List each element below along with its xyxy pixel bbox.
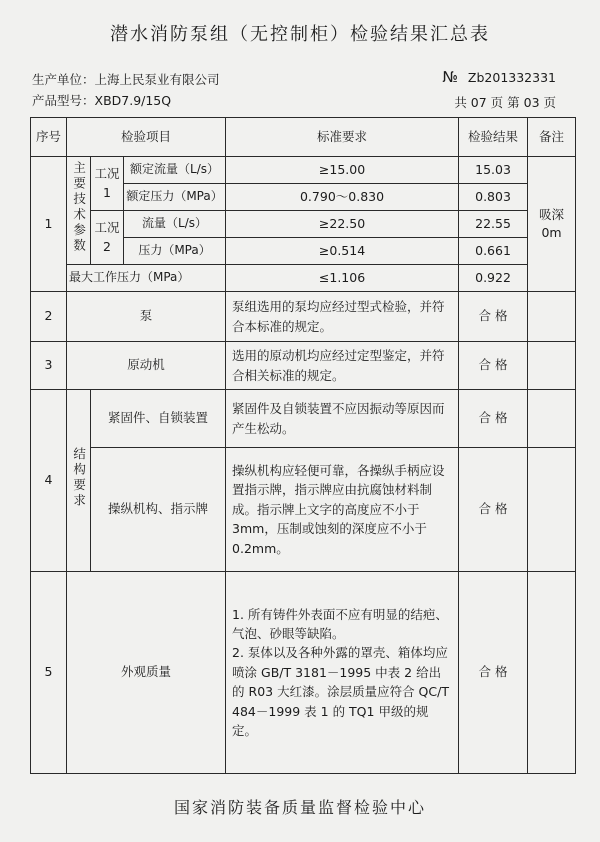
row3-item: 原动机 xyxy=(67,342,226,390)
param-flow-rated-result: 15.03 xyxy=(459,157,528,184)
param-pressure-rated: 额定压力（MPa） xyxy=(124,184,226,211)
row1-cond2: 工况 2 xyxy=(91,211,124,265)
row4-group xyxy=(67,390,91,572)
row3-standard: 选用的原动机均应经过定型鉴定，并符合相关标准的规定。 xyxy=(226,342,459,390)
header-result: 检验结果 xyxy=(459,118,528,157)
table-row xyxy=(31,292,576,342)
row4-group-text: 结构要求 xyxy=(71,446,87,509)
table-row xyxy=(31,572,576,774)
row4b-standard: 操纵机构应轻便可靠，各操纵手柄应设置指示牌，指示牌应由抗腐蚀材料制成。指示牌上文字的高度应不小于 3mm，压制或蚀刻的深度应不小于 0.2mm。 xyxy=(226,448,459,572)
number-sign: № xyxy=(442,68,458,86)
row4b-result: 合 格 xyxy=(459,448,528,572)
header-seq: 序号 xyxy=(31,118,67,157)
header-note: 备注 xyxy=(528,118,576,157)
table-row xyxy=(31,448,576,572)
issuer-footer: 国家消防装备质量监督检验中心 xyxy=(173,798,426,817)
param-pressure-std: ≥0.514 xyxy=(226,238,459,265)
param-pressure-result: 0.661 xyxy=(459,238,528,265)
row3-seq: 3 xyxy=(31,342,67,390)
page-info: 共 07 页 第 03 页 xyxy=(454,95,556,110)
row4b-note xyxy=(528,448,576,572)
row3-note xyxy=(528,342,576,390)
row3-result: 合 格 xyxy=(459,342,528,390)
param-max-pressure-result: 0.922 xyxy=(459,265,528,292)
producer-line: 生产单位：上海上民泵业有限公司 xyxy=(32,72,220,87)
row5-item: 外观质量 xyxy=(67,572,226,774)
row5-note xyxy=(528,572,576,774)
param-pressure: 压力（MPa） xyxy=(124,238,226,265)
param-flow-std: ≥22.50 xyxy=(226,211,459,238)
row4a-standard: 紧固件及自锁装置不应因振动等原因而产生松动。 xyxy=(226,390,459,448)
param-max-pressure-std: ≤1.106 xyxy=(226,265,459,292)
row4a-note xyxy=(528,390,576,448)
header-item: 检验项目 xyxy=(67,118,226,157)
report-number xyxy=(442,68,556,86)
row2-result: 合 格 xyxy=(459,292,528,342)
table-row xyxy=(31,211,576,238)
param-flow-result: 22.55 xyxy=(459,211,528,238)
row2-note xyxy=(528,292,576,342)
row1-seq: 1 xyxy=(31,157,67,292)
row1-group xyxy=(67,157,91,265)
param-pressure-rated-result: 0.803 xyxy=(459,184,528,211)
row2-seq: 2 xyxy=(31,292,67,342)
row2-item: 泵 xyxy=(67,292,226,342)
row4a-result: 合 格 xyxy=(459,390,528,448)
document-title: 潜水消防泵组（无控制柜）检验结果汇总表 xyxy=(110,24,490,45)
table-row xyxy=(31,157,576,184)
row1-group-text: 主要技术参数 xyxy=(71,161,87,255)
row5-seq: 5 xyxy=(31,572,67,774)
report-number-value: Zb201332331 xyxy=(467,70,556,85)
row1-cond1: 工况 1 xyxy=(91,157,124,211)
row1-note: 吸深 0m xyxy=(528,157,576,292)
param-pressure-rated-std: 0.790～0.830 xyxy=(226,184,459,211)
param-max-pressure: 最大工作压力（MPa） xyxy=(67,265,226,292)
table-row xyxy=(31,342,576,390)
param-flow-rated: 额定流量（L/s） xyxy=(124,157,226,184)
row4a-item: 紧固件、自锁装置 xyxy=(91,390,226,448)
row5-standard-2: 2. 泵体以及各种外露的罩壳、箱体均应喷涂 GB/T 3181－1995 中表 2 给出的 R03 大红漆。涂层质量应符合 QC/T 484－1999 表 1 的 TQ1 甲级的规定。 xyxy=(232,645,449,738)
row4-seq: 4 xyxy=(31,390,67,572)
header-row xyxy=(31,118,576,157)
row2-standard: 泵组选用的泵均应经过型式检验，并符合本标准的规定。 xyxy=(226,292,459,342)
model-line: 产品型号：XBD7.9/15Q xyxy=(32,93,172,108)
table-row xyxy=(31,390,576,448)
row5-result: 合 格 xyxy=(459,572,528,774)
table-row xyxy=(31,265,576,292)
row4b-item: 操纵机构、指示牌 xyxy=(91,448,226,572)
row5-standard-1: 1. 所有铸件外表面不应有明显的结疤、气泡、砂眼等缺陷。 xyxy=(232,606,448,642)
param-flow-rated-std: ≥15.00 xyxy=(226,157,459,184)
row5-standard xyxy=(226,572,459,774)
results-table xyxy=(30,117,576,774)
param-flow: 流量（L/s） xyxy=(124,211,226,238)
header-standard: 标准要求 xyxy=(226,118,459,157)
